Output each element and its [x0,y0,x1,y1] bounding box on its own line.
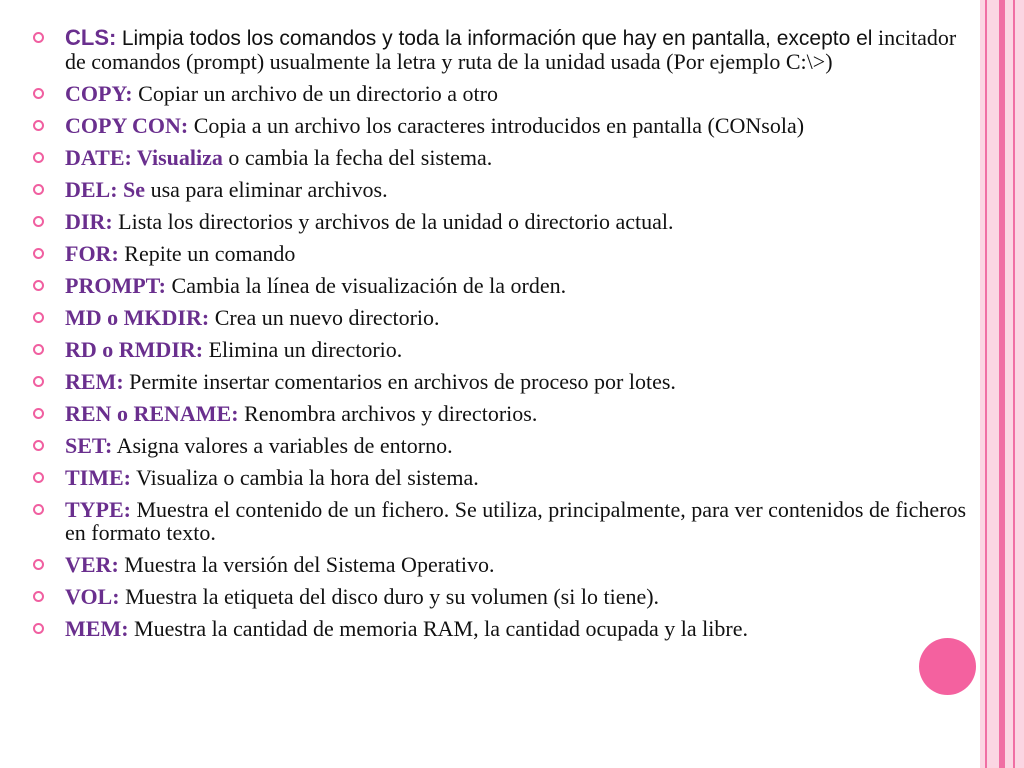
bullet-icon [33,559,44,570]
command-keyword: DEL: Se [65,177,146,202]
command-keyword: COPY: [65,81,133,106]
command-description: usa para eliminar archivos. [150,177,388,202]
bullet-icon [33,88,44,99]
command-keyword: TIME: [65,465,131,490]
command-keyword: SET: [65,433,113,458]
list-item-prompt [30,274,970,297]
bullet-icon [33,248,44,259]
list-item-vol [30,585,970,608]
command-description: Visualiza o cambia la hora del sistema. [136,465,479,490]
command-keyword: MEM: [65,616,129,641]
bullet-icon [33,472,44,483]
list-item-date [30,146,970,169]
bullet-icon [33,344,44,355]
command-description: Renombra archivos y directorios. [244,401,538,426]
list-item-mem [30,617,970,640]
command-keyword: REN o RENAME: [65,401,239,426]
command-description: Cambia la línea de visualización de la orden. [171,273,567,298]
stripe-line [985,0,987,768]
command-keyword: RD o RMDIR: [65,337,204,362]
bullet-icon [33,440,44,451]
decorative-side-stripes [980,0,1024,768]
bullet-icon [33,591,44,602]
command-keyword: DATE: Visualiza [65,145,223,170]
stripe-line [999,0,1005,768]
list-item-set [30,434,970,457]
list-item-time [30,466,970,489]
command-description: Limpia todos los comandos y toda la información que hay en pantalla, excepto el [121,27,873,50]
bullet-icon [33,376,44,387]
command-keyword: REM: [65,369,124,394]
bullet-icon [33,32,44,43]
command-keyword: DIR: [65,209,113,234]
command-keyword: CLS: [65,25,117,50]
command-keyword: VOL: [65,584,120,609]
list-item-copy [30,82,970,105]
command-description: Copiar un archivo de un directorio a otro [138,81,498,106]
command-description: Asigna valores a variables de entorno. [116,433,453,458]
command-description: Muestra la etiqueta del disco duro y su volumen (si lo tiene). [125,584,660,609]
command-description: Muestra el contenido de un fichero. Se utiliza, principalmente, para ver contenidos de ficheros en formato texto. [65,497,967,545]
list-item-copy-con [30,114,970,137]
list-item-ver [30,553,970,576]
command-keyword: PROMPT: [65,273,167,298]
command-description: Crea un nuevo directorio. [214,305,440,330]
command-description-continued: incitador de comandos (prompt) usualmente la letra y ruta de la unidad usada (Por ejemplo C:\>) [65,25,957,74]
command-description: Permite insertar comentarios en archivos de proceso por lotes. [129,369,676,394]
command-list [30,26,970,649]
command-description: o cambia la fecha del sistema. [228,145,493,170]
command-description: Lista los directorios y archivos de la unidad o directorio actual. [118,209,674,234]
bullet-icon [33,408,44,419]
command-keyword: MD o MKDIR: [65,305,210,330]
command-keyword: COPY CON: [65,113,189,138]
command-description: Repite un comando [124,241,296,266]
command-description: Elimina un directorio. [208,337,403,362]
list-item-md [30,306,970,329]
command-description: Copia a un archivo los caracteres introducidos en pantalla (CONsola) [193,113,805,138]
command-keyword: TYPE: [65,497,131,522]
command-description: Muestra la versión del Sistema Operativo. [124,552,495,577]
command-keyword: FOR: [65,241,119,266]
list-item-type [30,498,970,544]
list-item-rem [30,370,970,393]
bullet-icon [33,152,44,163]
list-item-rd [30,338,970,361]
bullet-icon [33,216,44,227]
bullet-icon [33,280,44,291]
list-item-cls [30,26,970,73]
command-description: Muestra la cantidad de memoria RAM, la cantidad ocupada y la libre. [134,616,748,641]
bullet-icon [33,623,44,634]
list-item-dir [30,210,970,233]
list-item-ren [30,402,970,425]
bullet-icon [33,312,44,323]
bullet-icon [33,120,44,131]
bullet-icon [33,504,44,515]
stripe-line [1013,0,1015,768]
bullet-icon [33,184,44,195]
list-item-for [30,242,970,265]
list-item-del [30,178,970,201]
command-keyword: VER: [65,552,119,577]
